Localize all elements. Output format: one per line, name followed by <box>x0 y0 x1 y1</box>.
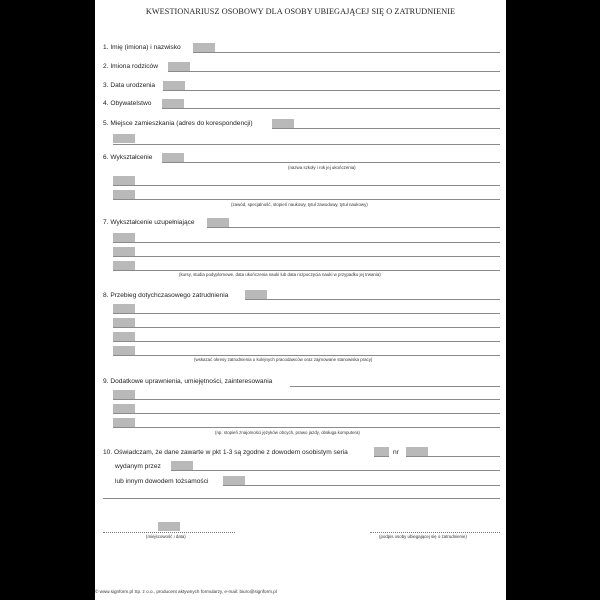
label-additional-education: 7. Wykształcenie uzupełniające <box>103 219 195 226</box>
caption-skills: (np. stopień znajomości języków obcych, prawo jazdy, obsługa komputera) <box>215 430 360 435</box>
field-id-number[interactable] <box>406 447 428 456</box>
line-employment-5 <box>113 355 500 356</box>
field-address-2[interactable] <box>113 134 135 143</box>
line-id-series <box>374 456 389 457</box>
field-employment-3[interactable] <box>113 318 135 327</box>
field-additional-education[interactable] <box>207 218 229 227</box>
field-additional-education-3[interactable] <box>113 247 135 256</box>
footer-copyright: © www.signform.pl Sp. z o.o., producent aktywnych formularzy, e-mail: biuro@signform.pl <box>95 589 277 594</box>
caption-profession: (zawód, specjalność, stopień naukowy, tytuł zawodowy, tytuł naukowy) <box>231 202 368 207</box>
line-employment-3 <box>113 327 500 328</box>
field-employment-2[interactable] <box>113 304 135 313</box>
line-additional-education-3 <box>113 256 500 257</box>
field-additional-education-2[interactable] <box>113 233 135 242</box>
field-id-series[interactable] <box>374 447 389 456</box>
label-employment: 8. Przebieg dotychczasowego zatrudnienia <box>103 292 229 299</box>
caption-employment: (wskazać okresy zatrudnienia u kolejnych pracodawców oraz zajmowane stanowiska pracy) <box>194 357 373 362</box>
line-other-document <box>223 485 500 486</box>
label-parents: 2. Imiona rodziców <box>103 63 158 70</box>
field-employment[interactable] <box>245 290 267 299</box>
field-issued-by[interactable] <box>171 461 193 470</box>
label-declaration: 10. Oświadczam, że dane zawarte w pkt 1-3 są zgodne z dowodem osobistym seria <box>103 449 348 456</box>
field-education-3[interactable] <box>113 190 135 199</box>
line-address <box>272 128 500 129</box>
line-employment-4 <box>113 341 500 342</box>
field-citizenship[interactable] <box>162 99 184 108</box>
label-birthdate: 3. Data urodzenia <box>103 82 156 89</box>
sigline-place-date <box>103 532 235 533</box>
field-employment-4[interactable] <box>113 332 135 341</box>
line-additional-education-4 <box>113 270 500 271</box>
line-additional-education-2 <box>113 242 500 243</box>
field-place-date[interactable] <box>158 522 180 531</box>
label-id-number: nr <box>393 449 399 456</box>
caption-education: (nazwa szkoły i rok jej ukończenia) <box>288 165 356 170</box>
label-address: 5. Miejsce zamieszkania (adres do korespondencji) <box>103 120 253 127</box>
field-skills-2[interactable] <box>113 404 135 413</box>
line-skills-3 <box>113 427 500 428</box>
field-address[interactable] <box>272 119 294 128</box>
field-employment-5[interactable] <box>113 346 135 355</box>
label-education: 6. Wykształcenie <box>103 154 153 161</box>
sigline-signature[interactable] <box>370 532 500 533</box>
line-skills-1 <box>113 399 500 400</box>
caption-place-date: (miejscowość i data) <box>146 534 186 539</box>
line-education <box>162 162 500 163</box>
label-skills: 9. Dodatkowe uprawnienia, umiejętności, zainteresowania <box>103 378 273 385</box>
field-parents[interactable] <box>168 62 190 71</box>
field-name[interactable] <box>193 43 215 52</box>
label-citizenship: 4. Obywatelstwo <box>103 100 152 107</box>
label-name: 1. Imię (imiona) i nazwisko <box>103 44 181 51</box>
line-issued-by <box>171 470 500 471</box>
line-skills-2 <box>113 413 500 414</box>
label-other-document: lub innym dowodem tożsamości <box>115 478 209 485</box>
line-birthdate <box>163 90 500 91</box>
label-issued-by: wydanym przez <box>115 463 161 470</box>
line-parents <box>168 71 500 72</box>
line-citizenship <box>162 108 500 109</box>
line-skills <box>290 386 500 387</box>
field-skills-1[interactable] <box>113 390 135 399</box>
form-title: KWESTIONARIUSZ OSOBOWY DLA OSOBY UBIEGAJĄCEJ SIĘ O ZATRUDNIENIE <box>145 7 456 16</box>
line-address-2 <box>113 144 500 145</box>
line-education-3 <box>113 199 500 200</box>
field-other-document[interactable] <box>223 476 245 485</box>
caption-courses: (kursy, studia podyplomowe, data ukończenia nauki lub data rozpoczęcia nauki w przypadku jej trwania) <box>179 272 381 277</box>
line-other-document-2 <box>103 498 500 499</box>
field-education-2[interactable] <box>113 176 135 185</box>
line-id-number <box>406 456 500 457</box>
field-education[interactable] <box>162 153 184 162</box>
field-additional-education-4[interactable] <box>113 261 135 270</box>
caption-signature: (podpis osoby ubiegającej się o zatrudnienie) <box>379 534 467 539</box>
field-birthdate[interactable] <box>163 81 185 90</box>
field-skills-3[interactable] <box>113 418 135 427</box>
line-employment <box>245 299 500 300</box>
line-name <box>193 52 500 53</box>
line-education-2 <box>113 185 500 186</box>
form-page <box>95 0 506 600</box>
line-additional-education <box>207 227 500 228</box>
line-employment-2 <box>113 313 500 314</box>
